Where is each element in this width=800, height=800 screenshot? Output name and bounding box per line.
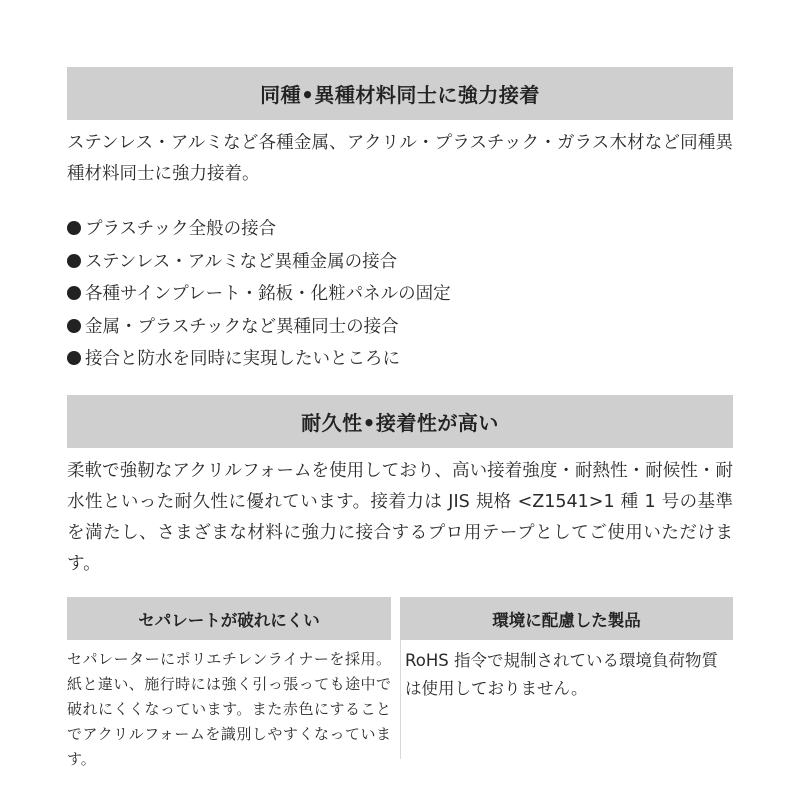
section-title-durability: 耐久性•接着性が高い bbox=[301, 410, 499, 435]
list-item bbox=[67, 278, 733, 311]
bullet-icon bbox=[67, 254, 81, 268]
feature-environment bbox=[400, 597, 733, 759]
feature-header-environment bbox=[400, 597, 733, 640]
feature-title-separator: セパレートが破れにくい bbox=[138, 610, 320, 630]
list-item-label: プラスチック全般の接合 bbox=[85, 219, 277, 239]
list-item bbox=[67, 343, 733, 376]
feature-separator bbox=[67, 597, 391, 768]
list-item bbox=[67, 311, 733, 344]
section-title-adhesion: 同種•異種材料同士に強力接着 bbox=[260, 83, 540, 107]
section-header-adhesion bbox=[67, 67, 733, 120]
bullet-icon bbox=[67, 351, 81, 365]
list-item-label: ステンレス・アルミなど異種金属の接合 bbox=[85, 251, 398, 272]
use-case-list bbox=[67, 213, 733, 376]
feature-title-environment: 環境に配慮した製品 bbox=[492, 610, 641, 630]
list-item-label: 接合と防水を同時に実現したいところに bbox=[85, 349, 400, 369]
feature-header-separator bbox=[67, 597, 391, 640]
section-header-durability bbox=[67, 395, 733, 448]
list-item bbox=[67, 213, 733, 246]
product-info bbox=[67, 67, 733, 768]
adhesion-description: ステンレス・アルミなど各種金属、アクリル・プラスチック・ガラス木材など同種異種材料同士に強力接着。 bbox=[67, 133, 733, 184]
feature-body-environment: RoHS 指令で規制されている環境負荷物質は使用しておりません。 bbox=[400, 640, 733, 759]
feature-body-separator: セパレーターにポリエチレンライナーを採用。紙と違い、施行時には強く引っ張っても途中で破れにくくなっています。また赤色にすることでアクリルフォームを識別しやすくなっています。 bbox=[67, 650, 391, 768]
bullet-icon bbox=[67, 319, 81, 333]
list-item-label: 金属・プラスチックなど異種同士の接合 bbox=[85, 316, 399, 337]
list-item bbox=[67, 246, 733, 279]
bullet-icon bbox=[67, 286, 81, 300]
list-item-label: 各種サインプレート・銘板・化粧パネルの固定 bbox=[85, 284, 451, 304]
durability-description: 柔軟で強靭なアクリルフォームを使用しており、高い接着強度・耐熱性・耐候性・耐水性といった耐久性に優れています。接着力は JIS 規格 <Z1541>1 種 1 号の基準を満たし、さまざまな材料に強力に接合するプロ用テープとしてご使用いただけます。 bbox=[67, 460, 733, 574]
feature-columns bbox=[67, 597, 733, 768]
bullet-icon bbox=[67, 221, 81, 235]
